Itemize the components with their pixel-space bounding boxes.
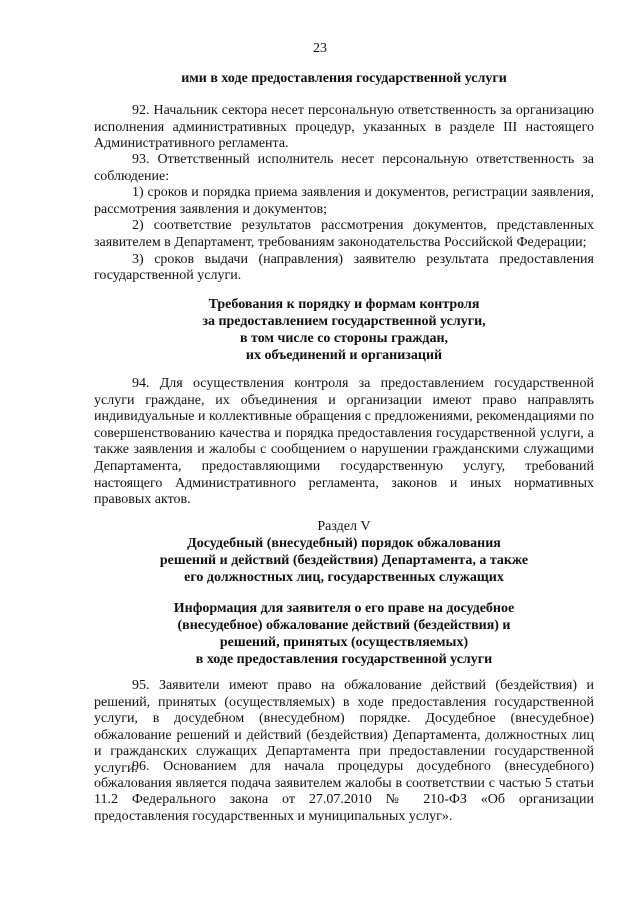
heading-line: в ходе предоставления государственной услуги	[195, 652, 493, 667]
heading-line: в том числе со стороны граждан,	[239, 331, 449, 346]
heading-line: решений и действий (бездействия) Департамента, а также	[159, 553, 529, 568]
paragraph-93-item-2: 2) соответствие результатов рассмотрения документов, представленных заявителем в Департамент, требованиям законодательства Российской Федерации;	[94, 218, 594, 250]
paragraph-95: 95. Заявители имеют право на обжалование действий (бездействия) и решений, принятых (осуществляемых) в ходе предоставления государственной услуги, в досудебном (внесудебном) порядке. Досудебное (внесудебное) обжалование решений и действий (бездействия) Департамента, должностных лиц и гражданских служащих Департамента при предоставлении государственной услуги.	[94, 678, 594, 776]
clause-93	[94, 152, 594, 285]
heading-line: Информация для заявителя о его праве на досудебное	[173, 601, 515, 616]
heading-continuation	[94, 70, 594, 87]
clause-92	[94, 103, 594, 153]
paragraph-93-item-1: 1) сроков и порядка приема заявления и документов, регистрации заявления, рассмотрения заявления и документов;	[94, 185, 594, 217]
section-5-heading	[94, 518, 594, 586]
page-number: 23	[313, 41, 327, 56]
heading-tail-line: ими в ходе предоставления государственной услуги	[181, 71, 507, 86]
heading-line: (внесудебное) обжалование действий (бездействия) и	[177, 618, 511, 633]
heading-line: его должностных лиц, государственных служащих	[184, 570, 504, 585]
heading-line: Требования к порядку и формам контроля	[208, 297, 480, 312]
heading-line: их объединений и организаций	[245, 348, 443, 363]
paragraph-92: 92. Начальник сектора несет персональную ответственность за организацию исполнения административных процедур, указанных в разделе III настоящего Административного регламента.	[94, 103, 594, 152]
paragraph-93-item-3: 3) сроков выдачи (направления) заявителю результата предоставления государственной услуги.	[94, 251, 594, 284]
paragraph-93: 93. Ответственный исполнитель несет персональную ответственность за соблюдение:	[94, 152, 594, 184]
heading-appeal-information	[94, 600, 594, 668]
heading-line: Досудебный (внесудебный) порядок обжалования	[187, 536, 501, 551]
paragraph-94: 94. Для осуществления контроля за предоставлением государственной услуги граждане, их объединения и организации имеют право направлять индивидуальные и коллективные обращения с предложениями, рекомендациями по совершенствованию качества и порядка предоставления государственной услуги, а также заявления и жалобы с сообщением о нарушении гражданскими служащими Департамента, предоставляющими государственную услугу, требований настоящего Административного регламента, законов и иных нормативных правовых актов.	[94, 376, 594, 508]
clause-94	[94, 376, 594, 509]
heading-line: за предоставлением государственной услуги,	[202, 314, 486, 329]
heading-line: решений, принятых (осуществляемых)	[219, 635, 469, 650]
section-label: Раздел V	[317, 519, 371, 534]
paragraph-96: 96. Основанием для начала процедуры досудебного (внесудебного) обжалования является подача заявителем жалобы в соответствии с частью 5 статьи 11.2 Федерального закона от 27.07.2010 № 210-ФЗ «Об организации предоставления государственных и муниципальных услуг».	[94, 759, 594, 824]
clause-96	[94, 759, 594, 825]
heading-control-requirements	[94, 296, 594, 364]
